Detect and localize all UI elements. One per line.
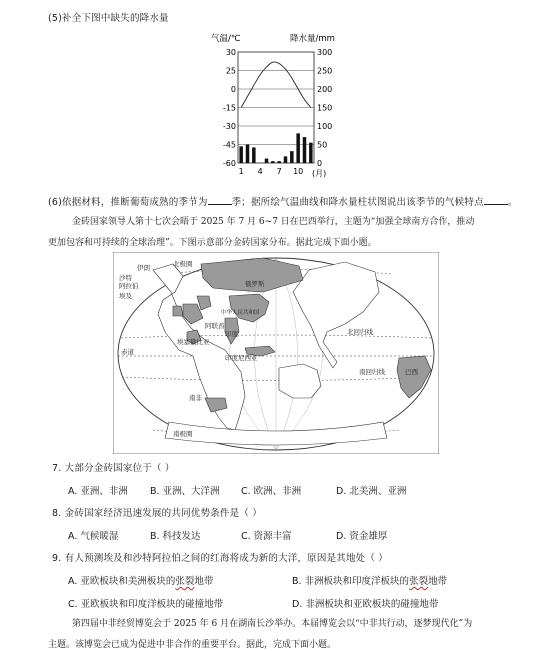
q9-option-d[interactable]: D. 非洲板块和亚欧板块的碰撞地带 (292, 599, 439, 610)
temp-tick-label: 25 (225, 66, 236, 76)
q9-option-c[interactable]: C. 亚欧板块和印度洋板块的碰撞地带 (68, 599, 224, 610)
question-8-stem: 8. 金砖国家经济迅速发展的共同优势条件是（ ） (52, 508, 262, 519)
passage-2-line-1: 第四届中非经贸博览会于 2025 年 6 月在湖南长沙举办。本届博览会以“中非共行动，逐梦现代化”为 (72, 619, 473, 629)
month-tick-label: 10 (293, 167, 304, 176)
month-tick-label: 4 (257, 167, 263, 176)
precip-bar (265, 159, 268, 163)
q7-option-d[interactable]: D. 北美洲、亚洲 (336, 486, 407, 497)
passage-2-line-2: 主题。该博览会已成为促进中非合作的重要平台。据此，完成下面小题。 (48, 640, 337, 650)
label-saudi-arabia-line: 沙特 (119, 274, 132, 282)
precip-bar (252, 147, 255, 163)
q8-option-b[interactable]: B. 科技发达 (150, 531, 201, 542)
egypt-shape (173, 306, 183, 316)
label-china: 中华人民共和国 (221, 310, 260, 316)
precip-bar (309, 143, 312, 163)
precip-bar (239, 146, 242, 163)
q8-option-c[interactable]: C. 资源丰富 (241, 531, 292, 542)
precip-bar (246, 145, 249, 164)
q8-option-d[interactable]: D. 资金雄厚 (336, 531, 388, 542)
precip-bar (290, 151, 293, 163)
precip-bar (303, 137, 306, 163)
q7-option-b[interactable]: B. 亚洲、大洋洲 (150, 486, 220, 497)
temp-tick-label: -30 (222, 122, 236, 131)
precip-tick-label: 0 (317, 159, 323, 168)
temp-axis-title: 气温/℃ (211, 34, 241, 44)
label-ethiopia: 埃塞俄比亚 (177, 338, 210, 346)
precip-tick-label: 50 (317, 140, 328, 150)
australia (279, 364, 321, 398)
precip-tick-label: 150 (317, 103, 333, 113)
question-6: (6)依据材料，推断葡萄成熟的季节为 季；据所绘气温曲线和降水量柱状图说出该季节的气候特点 。 (48, 197, 518, 208)
label-uae: 阿联酋 (205, 322, 225, 330)
month-ticks (239, 167, 304, 176)
temp-tick-label: 0 (230, 85, 236, 94)
precip-tick-label: 300 (317, 48, 333, 57)
label-india: 印度 (225, 330, 238, 338)
precip-bar (284, 156, 287, 163)
q7-option-a[interactable]: A. 亚洲、非洲 (68, 486, 128, 497)
q9-option-a[interactable]: A. 亚欧板块和美洲板块的张裂地带 (68, 576, 214, 587)
label-brazil: 巴西 (405, 368, 418, 376)
label-iran: 伊朗 (137, 264, 150, 272)
q7-option-c[interactable]: C. 欧洲、非洲 (241, 486, 302, 497)
precip-bars (239, 133, 312, 163)
question-9-stem: 9. 有人预测埃及和沙特阿拉伯之间的红海将成为新的大洋，原因是其地处（ ） (52, 553, 389, 564)
passage-1-line-2: 更加包容和可持续的全球治理”。下图示意部分金砖国家分布。据此完成下面小题。 (48, 238, 377, 248)
label-arctic-circle: 北极圈 (173, 260, 193, 268)
passage-1-line-1: 金砖国家领导人第十七次会晤于 2025 年 7 月 6~7 日在巴西举行，主题为“加强全球南方合作，推动 (72, 217, 475, 227)
label-indonesia: 印度尼西亚 (225, 354, 258, 362)
blank-features[interactable] (484, 195, 508, 205)
month-tick-label: 1 (238, 167, 244, 176)
label-tropic-capricorn: 南回归线 (359, 368, 385, 376)
q9-option-b[interactable]: B. 非洲板块和印度洋板块的张裂地带 (292, 576, 448, 587)
label-south-africa: 南非 (189, 394, 202, 402)
label-egypt: 埃及 (119, 292, 132, 300)
brics-world-map (113, 252, 439, 454)
precip-bar (296, 133, 299, 163)
q8-option-a[interactable]: A. 气候暖湿 (68, 531, 119, 542)
temp-tick-label: -45 (222, 140, 236, 150)
temp-tick-label: -15 (222, 103, 236, 113)
label-saudi-arabia-line: 阿拉伯 (119, 282, 139, 290)
precip-bar (277, 161, 280, 163)
question-7-stem: 7. 大部分金砖国家位于（ ） (52, 463, 175, 474)
precip-ticks (317, 48, 332, 168)
month-tick-label: 7 (276, 167, 282, 176)
question-5: (5)补全下图中缺失的降水量 (48, 13, 169, 24)
precip-tick-label: 250 (317, 66, 333, 76)
temp-tick-label: 30 (225, 48, 236, 57)
label-russia: 俄罗斯 (245, 280, 265, 288)
precip-tick-label: 200 (317, 85, 333, 94)
precip-axis-title: 降水量/mm (290, 34, 335, 44)
temp-ticks (223, 48, 236, 168)
gridlines (238, 71, 314, 145)
x-unit: (月) (312, 169, 327, 178)
label-antarctic-circle: 南极圈 (173, 430, 193, 438)
temp-curve (241, 62, 311, 108)
blank-season[interactable] (208, 195, 232, 205)
label-equator: 赤道 (121, 348, 134, 356)
label-tropic-cancer: 北回归线 (347, 328, 373, 336)
temp-tick-label: -60 (222, 159, 236, 168)
precip-tick-label: 100 (317, 122, 333, 131)
precip-bar (271, 161, 274, 163)
climate-chart (208, 30, 348, 180)
